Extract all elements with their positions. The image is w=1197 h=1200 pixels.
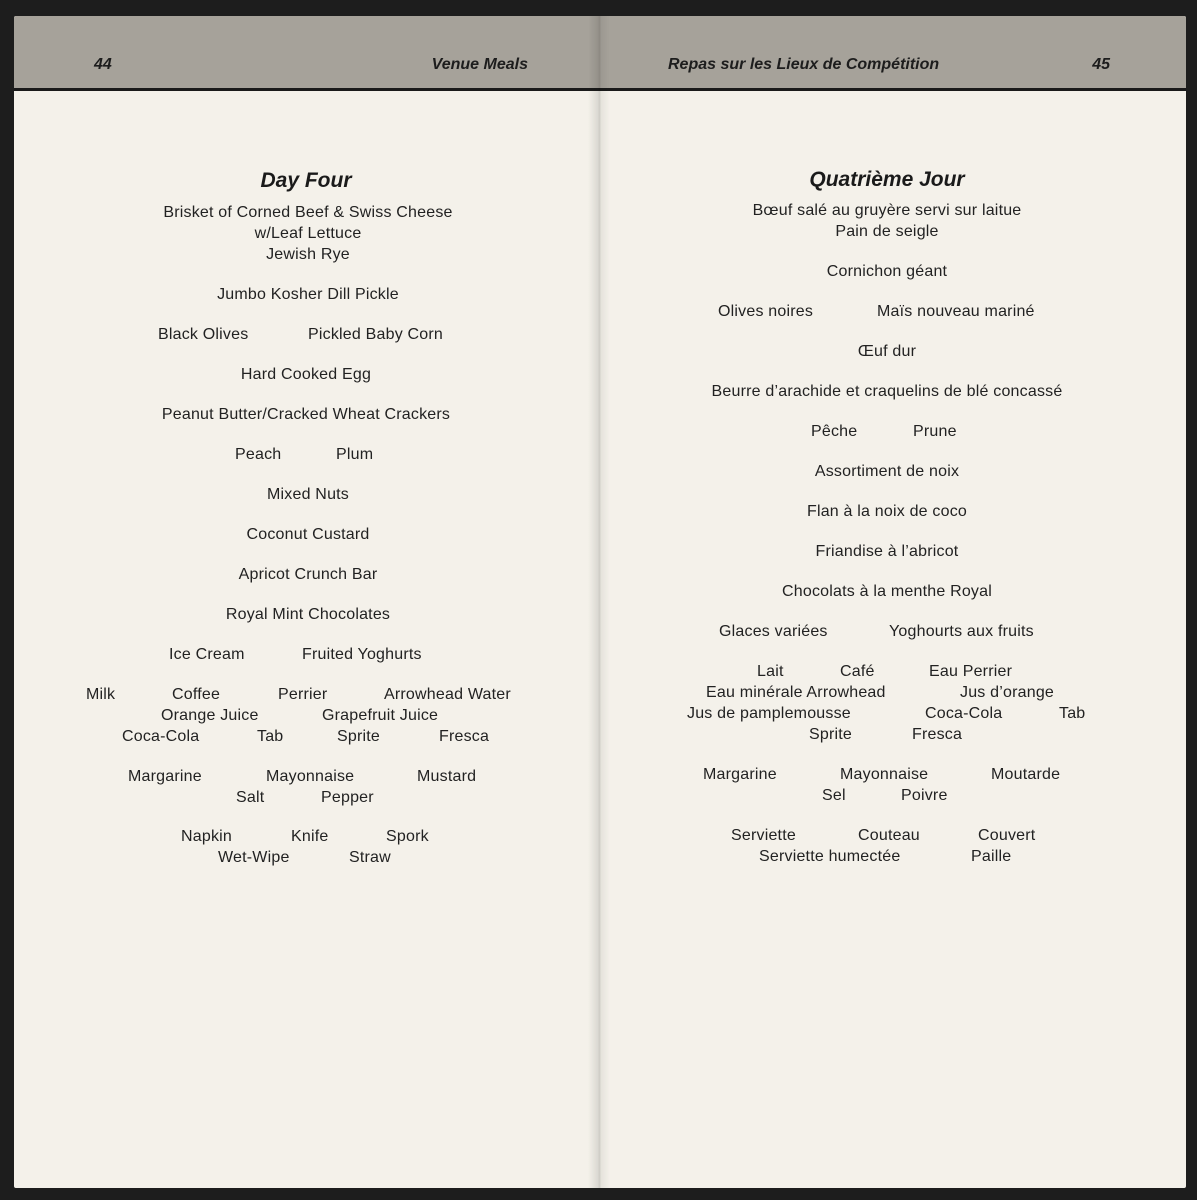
menu-item: Royal Mint Chocolates	[225, 606, 391, 623]
menu-item: Flan à la noix de coco	[806, 503, 968, 520]
menu-item: Mayonnaise	[266, 768, 355, 785]
menu-item: Milk	[86, 686, 116, 703]
menu-item: Salt	[236, 789, 265, 806]
menu-item: Coconut Custard	[246, 526, 370, 543]
left-running-header: Venue Meals	[431, 56, 528, 73]
menu-item: Margarine	[128, 768, 202, 785]
left-page-number: 44	[94, 56, 112, 73]
menu-item: Sprite	[809, 726, 852, 743]
menu-item: Jus d’orange	[960, 684, 1055, 701]
menu-item: Coca-Cola	[122, 728, 200, 745]
menu-item: Pickled Baby Corn	[308, 326, 444, 343]
menu-item: Couteau	[858, 827, 920, 844]
menu-item: Peanut Butter/Cracked Wheat Crackers	[161, 406, 451, 423]
menu-item: Sel	[822, 787, 846, 804]
menu-item: Friandise à l’abricot	[815, 543, 959, 560]
menu-item: Eau Perrier	[929, 663, 1013, 680]
menu-item: Hard Cooked Egg	[240, 366, 372, 383]
menu-item: Arrowhead Water	[384, 686, 511, 703]
menu-item: Bœuf salé au gruyère servi sur laitue	[752, 202, 1022, 219]
menu-item: Perrier	[278, 686, 328, 703]
menu-item: Fresca	[912, 726, 963, 743]
menu-item: Knife	[291, 828, 329, 845]
menu-item: Plum	[336, 446, 374, 463]
menu-item: Jumbo Kosher Dill Pickle	[217, 286, 399, 303]
left-page	[14, 16, 598, 1188]
menu-item: Sprite	[337, 728, 380, 745]
menu-item: Brisket of Corned Beef & Swiss Cheese	[163, 204, 453, 221]
left-menu-title: Day Four	[260, 169, 352, 192]
menu-item: Pain de seigle	[835, 223, 939, 240]
menu-item: Coffee	[172, 686, 221, 703]
menu-item: Jus de pamplemousse	[687, 705, 851, 722]
menu-item: Prune	[913, 423, 957, 440]
menu-item: Tab	[1059, 705, 1086, 722]
menu-item: Serviette humectée	[759, 848, 901, 865]
menu-item: Café	[840, 663, 875, 680]
menu-item: Glaces variées	[719, 623, 828, 640]
menu-item: Ice Cream	[169, 646, 245, 663]
menu-item: Yoghourts aux fruits	[889, 623, 1034, 640]
menu-item: Paille	[971, 848, 1012, 865]
menu-item: Maïs nouveau mariné	[877, 303, 1035, 320]
menu-item: Mixed Nuts	[266, 486, 350, 503]
right-page	[598, 16, 1186, 1188]
menu-item: Moutarde	[991, 766, 1061, 783]
menu-item: Mayonnaise	[840, 766, 929, 783]
right-menu-content	[598, 16, 1186, 1188]
menu-item: Pepper	[321, 789, 374, 806]
right-page-number: 45	[1092, 56, 1110, 73]
menu-item: Chocolats à la menthe Royal	[782, 583, 992, 600]
menu-item: Mustard	[417, 768, 477, 785]
menu-item: Couvert	[978, 827, 1036, 844]
menu-item: Orange Juice	[161, 707, 259, 724]
menu-item: Fresca	[439, 728, 490, 745]
menu-item: Spork	[386, 828, 429, 845]
menu-item: Grapefruit Juice	[322, 707, 439, 724]
menu-item: Straw	[349, 849, 391, 866]
menu-item: Wet-Wipe	[218, 849, 290, 866]
menu-item: Fruited Yoghurts	[302, 646, 422, 663]
menu-item: Lait	[757, 663, 784, 680]
menu-item: Assortiment de noix	[814, 463, 960, 480]
menu-item: Tab	[257, 728, 284, 745]
menu-item: Olives noires	[718, 303, 814, 320]
menu-item: Serviette	[731, 827, 796, 844]
menu-item: Napkin	[181, 828, 233, 845]
menu-item: Eau minérale Arrowhead	[706, 684, 886, 701]
menu-item: Cornichon géant	[826, 263, 948, 280]
menu-item: Margarine	[703, 766, 777, 783]
right-running-header: Repas sur les Lieux de Compétition	[668, 56, 940, 73]
right-menu-title: Quatrième Jour	[809, 168, 965, 191]
left-menu-content	[14, 16, 598, 1188]
menu-item: Black Olives	[158, 326, 249, 343]
menu-item: Beurre d’arachide et craquelins de blé concassé	[711, 383, 1063, 400]
menu-item: Coca-Cola	[925, 705, 1003, 722]
menu-item: Jewish Rye	[266, 246, 350, 263]
menu-item: Pêche	[811, 423, 858, 440]
menu-item: Peach	[235, 446, 282, 463]
menu-item: w/Leaf Lettuce	[254, 225, 362, 242]
menu-item: Apricot Crunch Bar	[238, 566, 378, 583]
menu-item: Œuf dur	[857, 343, 917, 360]
menu-item: Poivre	[901, 787, 948, 804]
